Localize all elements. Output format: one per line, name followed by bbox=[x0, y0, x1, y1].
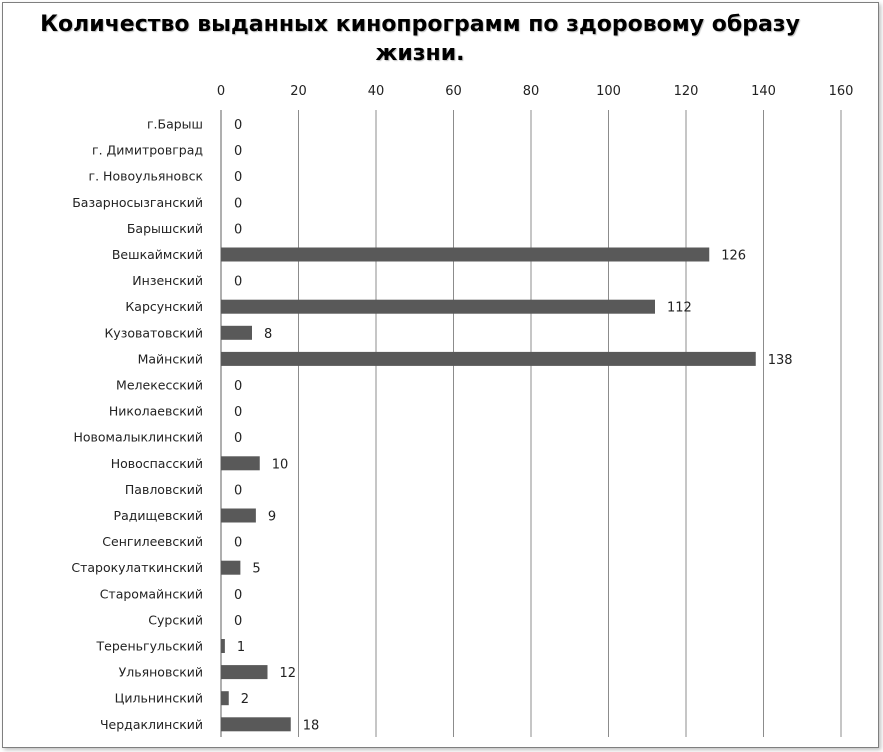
category-label: Новомалыклинский bbox=[73, 429, 203, 445]
data-labels bbox=[234, 118, 793, 733]
data-label: 126 bbox=[721, 248, 747, 264]
bar bbox=[221, 300, 655, 314]
category-label: г.Барыш bbox=[146, 116, 203, 132]
bar bbox=[221, 639, 225, 653]
bar bbox=[221, 691, 229, 705]
chart-title: Количество выданных кинопрограмм по здоровому образу жизни. bbox=[40, 12, 800, 66]
bar bbox=[221, 509, 256, 523]
data-label: 112 bbox=[667, 300, 692, 316]
bar bbox=[221, 248, 709, 262]
category-label: Старомайнский bbox=[99, 586, 203, 602]
category-label: Тереньгульский bbox=[96, 638, 203, 654]
data-label: 9 bbox=[267, 509, 277, 525]
category-label: Майнский bbox=[137, 351, 203, 367]
data-label: 12 bbox=[279, 666, 297, 682]
data-label: 0 bbox=[234, 405, 243, 421]
data-label: 0 bbox=[234, 535, 243, 551]
category-label: Сенгилеевский bbox=[102, 534, 203, 550]
category-label: Кузоватовский bbox=[104, 325, 203, 341]
x-tick-label: 40 bbox=[367, 84, 385, 99]
category-label: Цильнинский bbox=[114, 690, 203, 706]
x-tick-label: 100 bbox=[596, 84, 621, 99]
category-label: Карсунский bbox=[125, 299, 203, 315]
category-label: г. Новоульяновск bbox=[88, 168, 203, 184]
data-label: 2 bbox=[240, 692, 250, 708]
x-axis-ticks bbox=[217, 84, 854, 99]
x-tick-label: 0 bbox=[216, 84, 226, 99]
category-label: Барышский bbox=[126, 220, 203, 236]
data-label: 0 bbox=[234, 170, 243, 186]
category-label: Николаевский bbox=[108, 403, 203, 419]
category-labels bbox=[71, 117, 203, 732]
category-label: Базарносызганский bbox=[72, 194, 203, 210]
data-label: 5 bbox=[252, 561, 261, 577]
category-label: Радищевский bbox=[113, 508, 203, 523]
data-label: 8 bbox=[264, 326, 273, 342]
bar bbox=[221, 561, 240, 575]
x-tick-label: 160 bbox=[828, 84, 854, 99]
category-label: Чердаклинский bbox=[99, 716, 203, 732]
category-label: Ульяновский bbox=[118, 664, 203, 680]
category-label: Вешкаймский bbox=[111, 247, 203, 262]
category-label: Инзенский bbox=[132, 273, 203, 289]
x-tick-label: 20 bbox=[290, 84, 307, 99]
x-tick-label: 80 bbox=[522, 84, 540, 99]
category-label: Сурский bbox=[148, 612, 203, 628]
data-label: 18 bbox=[302, 718, 320, 734]
bar bbox=[221, 326, 252, 340]
data-label: 0 bbox=[234, 274, 243, 290]
bar bbox=[221, 352, 756, 366]
bars bbox=[221, 248, 756, 732]
x-tick-label: 140 bbox=[751, 84, 776, 99]
data-label: 138 bbox=[767, 352, 793, 368]
category-label: Старокулаткинский bbox=[71, 560, 203, 576]
category-label: Павловский bbox=[124, 481, 203, 497]
data-label: 0 bbox=[234, 431, 243, 447]
data-label: 0 bbox=[234, 144, 243, 160]
bar bbox=[221, 717, 291, 731]
data-label: 0 bbox=[234, 613, 243, 629]
data-label: 0 bbox=[234, 222, 243, 238]
bar bbox=[221, 665, 268, 679]
category-label: Новоспасский bbox=[110, 455, 203, 471]
data-label: 0 bbox=[234, 483, 243, 499]
data-label: 0 bbox=[234, 587, 243, 603]
x-tick-label: 60 bbox=[445, 84, 462, 99]
gridlines bbox=[221, 110, 841, 737]
x-tick-label: 120 bbox=[673, 84, 699, 99]
data-label: 0 bbox=[234, 379, 243, 394]
data-label: 0 bbox=[234, 196, 243, 212]
data-label: 10 bbox=[271, 457, 289, 473]
data-label: 1 bbox=[236, 640, 246, 655]
data-label: 0 bbox=[234, 118, 243, 133]
category-label: г. Димитровград bbox=[92, 142, 203, 158]
category-label: Мелекесский bbox=[116, 377, 203, 393]
bar bbox=[221, 456, 260, 470]
